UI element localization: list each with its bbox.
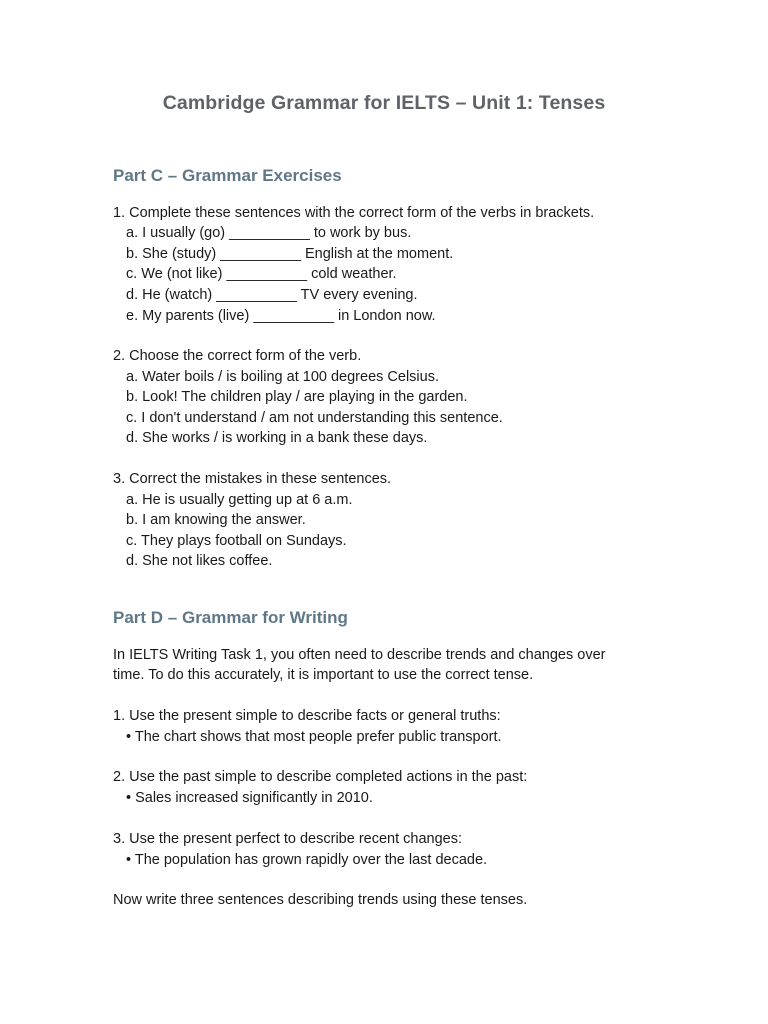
exercise-3-item-d: d. She not likes coffee. [126,553,273,569]
exercise-3-item-a: a. He is usually getting up at 6 a.m. [126,492,353,508]
exercise-1-item-b: b. She (study) __________ English at the moment. [126,246,454,262]
exercise-1-prompt: 1. Complete these sentences with the correct form of the verbs in brackets. [113,205,595,221]
closing-instruction: Now write three sentences describing trends using these tenses. [113,892,528,908]
exercise-1-item-a: a. I usually (go) __________ to work by bus. [126,225,412,241]
point-1-text: 1. Use the present simple to describe facts or general truths: [113,708,501,724]
exercise-2-prompt: 2. Choose the correct form of the verb. [113,348,362,364]
exercise-1-item-e: e. My parents (live) __________ in London now. [126,308,436,324]
exercise-2-item-d: d. She works / is working in a bank these days. [126,430,428,446]
point-3-text: 3. Use the present perfect to describe recent changes: [113,831,463,847]
document-title: Cambridge Grammar for IELTS – Unit 1: Tenses [162,92,606,114]
point-1-example: • The chart shows that most people prefer public transport. [126,729,502,745]
part-c-heading: Part C – Grammar Exercises [113,166,342,185]
point-2-text: 2. Use the past simple to describe completed actions in the past: [113,769,528,785]
exercise-1-item-d: d. He (watch) __________ TV every evening. [126,287,418,303]
exercise-2-item-c: c. I don't understand / am not understanding this sentence. [126,410,503,426]
exercise-1-item-c: c. We (not like) __________ cold weather. [126,266,397,282]
exercise-3-prompt: 3. Correct the mistakes in these sentences. [113,471,392,487]
part-d-intro-line-2: time. To do this accurately, it is important to use the correct tense. [113,667,534,683]
point-3-example: • The population has grown rapidly over the last decade. [126,852,488,868]
exercise-3-item-b: b. I am knowing the answer. [126,512,306,528]
exercise-3-item-c: c. They plays football on Sundays. [126,533,347,549]
part-d-heading: Part D – Grammar for Writing [113,608,348,627]
point-2-example: • Sales increased significantly in 2010. [126,790,373,806]
part-d-intro-line-1: In IELTS Writing Task 1, you often need to describe trends and changes over [113,647,606,663]
exercise-2-item-b: b. Look! The children play / are playing in the garden. [126,389,468,405]
exercise-2-item-a: a. Water boils / is boiling at 100 degrees Celsius. [126,369,439,385]
